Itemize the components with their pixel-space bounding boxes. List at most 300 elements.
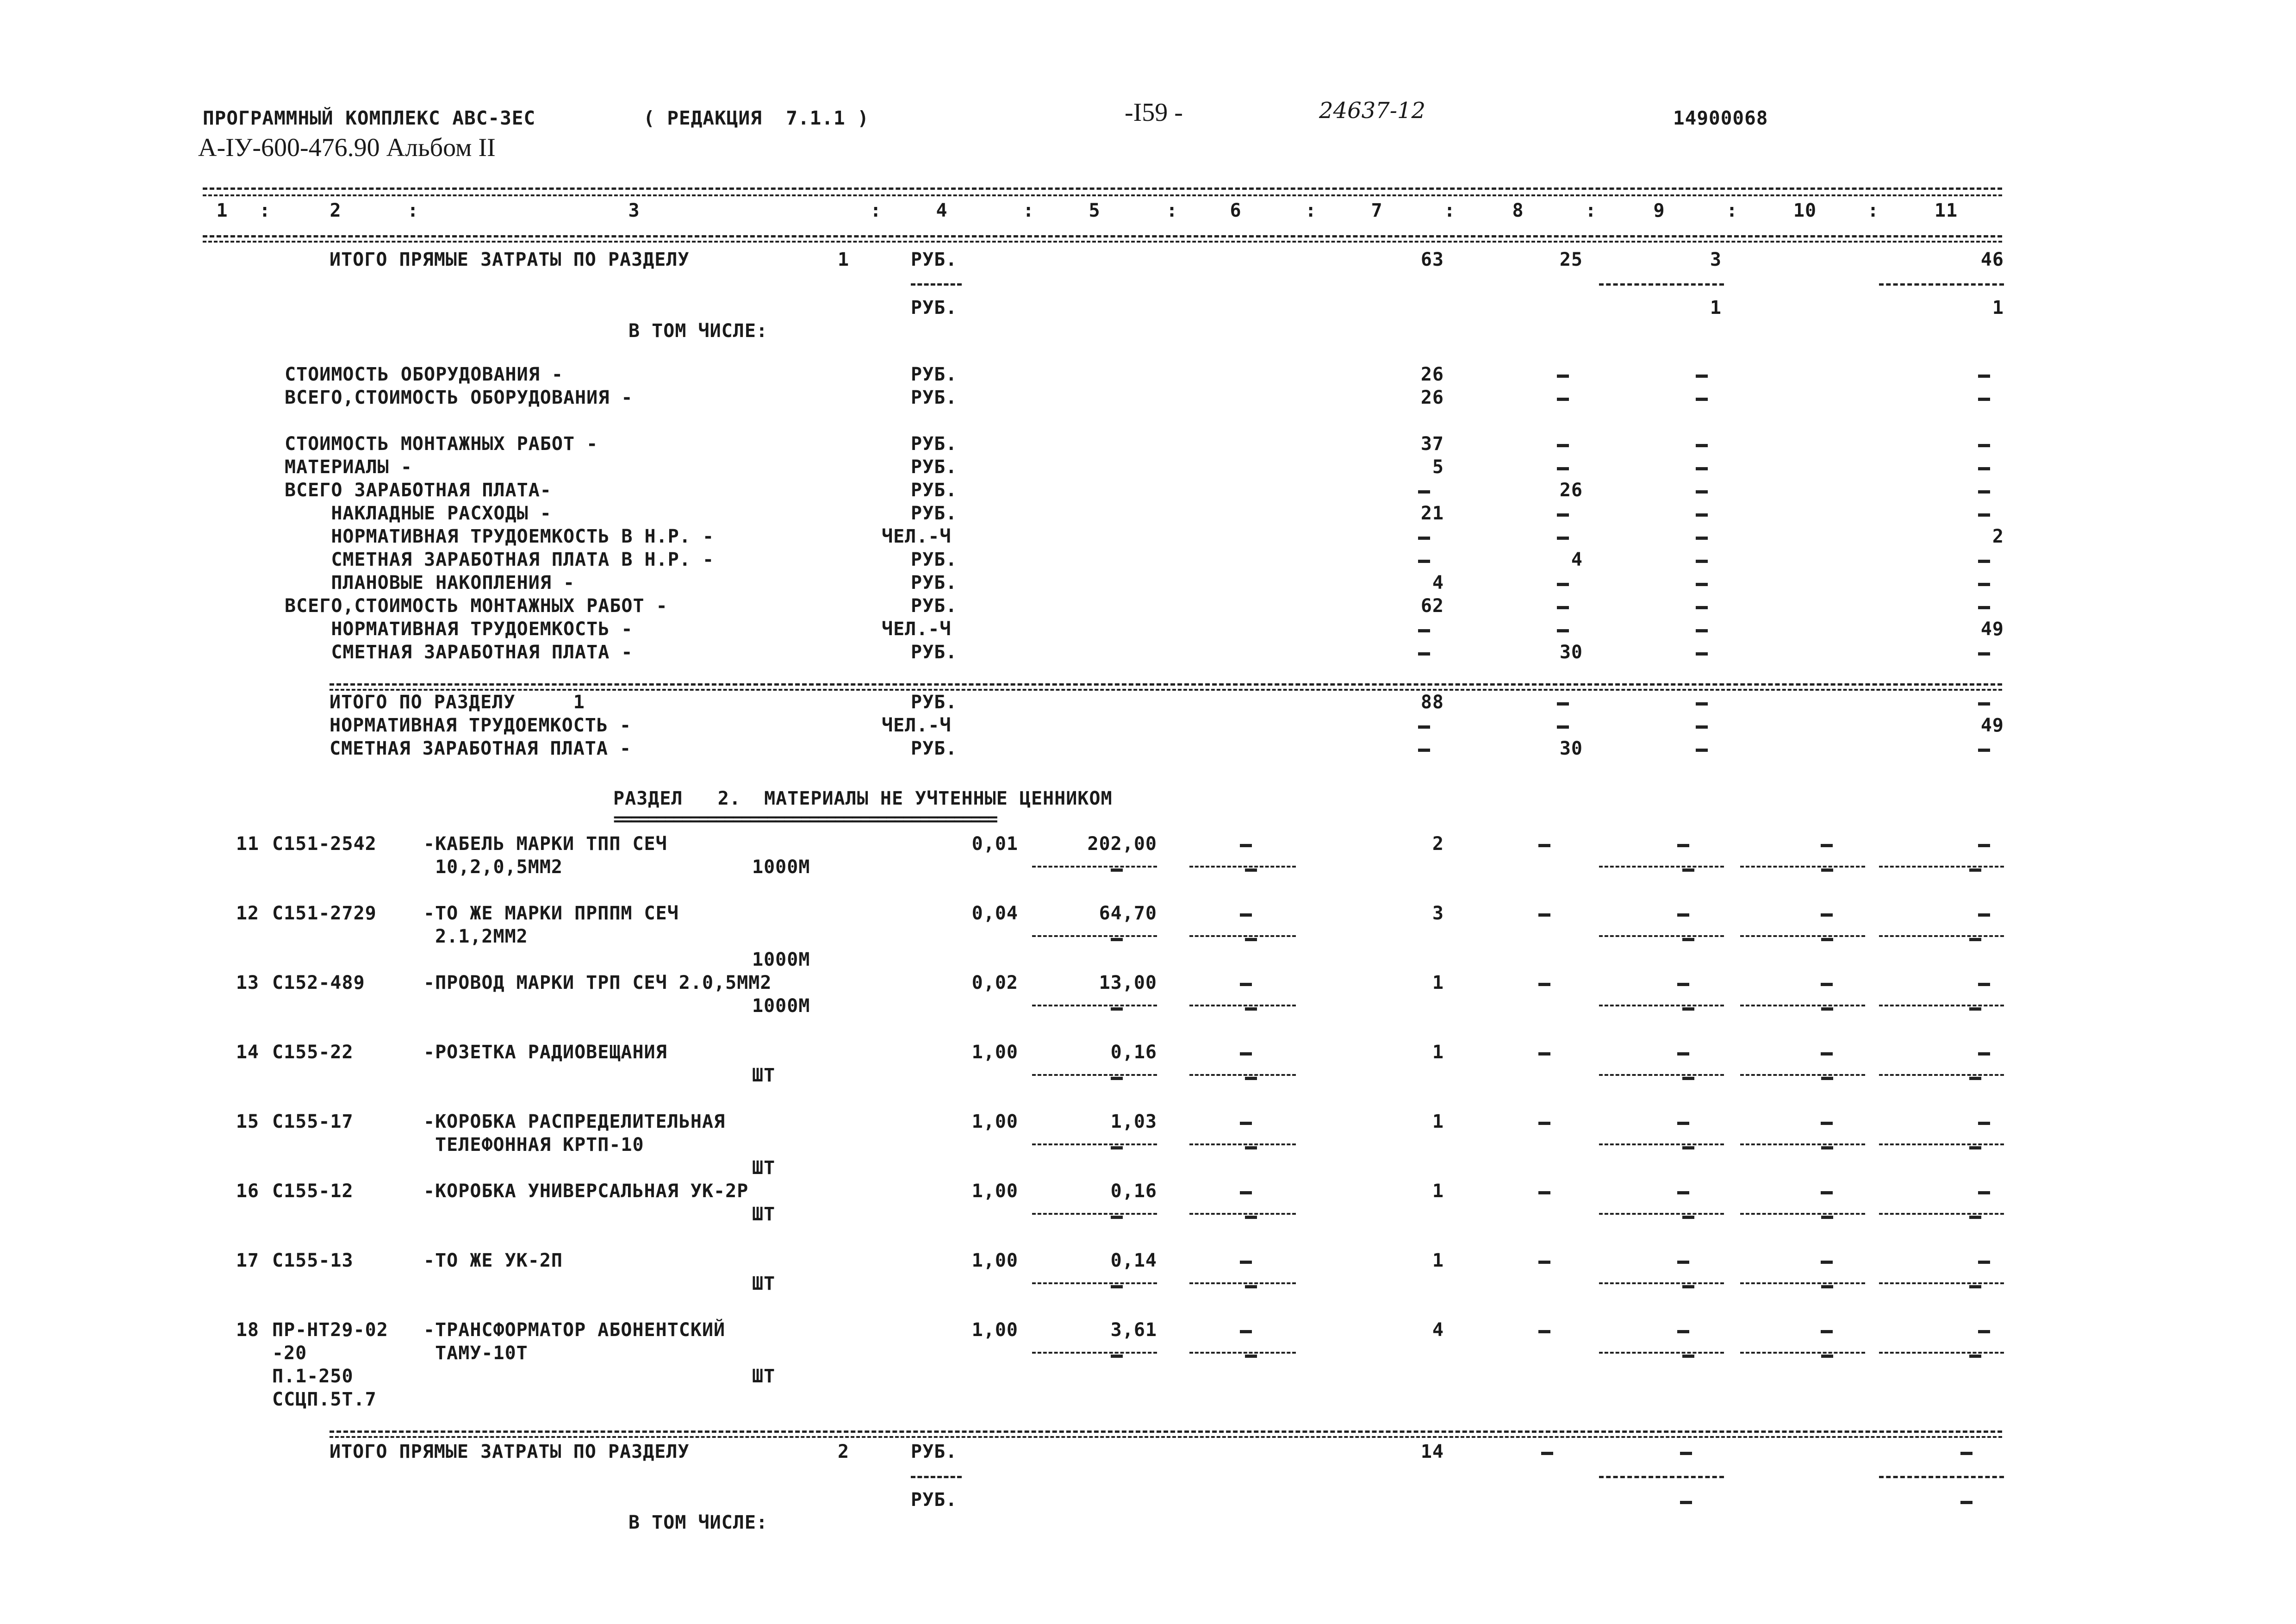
- underline: [1599, 866, 1724, 868]
- item-name: -КОРОБКА РАСПРЕДЕЛИТЕЛЬНАЯ: [423, 1111, 726, 1132]
- item-name: 2.1,2ММ2: [423, 926, 528, 947]
- final-col11: [1978, 702, 1990, 706]
- lower-dash: [1111, 1146, 1123, 1149]
- lower-dash: [1111, 1355, 1123, 1358]
- column-header-3: 3: [628, 200, 640, 221]
- item-name: -ТО ЖЕ УК-2П: [423, 1250, 563, 1271]
- item-col9: [1677, 1330, 1689, 1333]
- breakdown-col8: [1557, 513, 1569, 517]
- breakdown-col8: 30: [1559, 642, 1583, 663]
- underline: [1879, 866, 2004, 868]
- program-title: ПРОГРАММНЫЙ КОМПЛЕКС АВС-ЗЕС: [203, 107, 536, 129]
- lower-dash: [1682, 1285, 1694, 1288]
- underline: [1032, 1074, 1157, 1076]
- section2-title-underline: =============================================: [613, 809, 996, 829]
- item-number: 11: [236, 833, 259, 855]
- item-col6: [1240, 844, 1252, 847]
- document-code: 14900068: [1673, 107, 1768, 129]
- lower-dash: [1111, 1007, 1123, 1011]
- breakdown-unit: ЧЕЛ.-Ч: [882, 526, 952, 547]
- item-unit: ШТ: [752, 1366, 776, 1387]
- item-price: 0,16: [1110, 1181, 1157, 1202]
- underline: [1599, 283, 1724, 286]
- section1-total-col7: 63: [1420, 249, 1444, 270]
- lower-dash: [1969, 1007, 1981, 1011]
- item-quantity: 1,00: [971, 1042, 1018, 1063]
- lower-dash: [1969, 868, 1981, 872]
- breakdown-col9: [1696, 606, 1708, 609]
- item-col6: [1240, 1052, 1252, 1056]
- breakdown-unit: РУБ.: [911, 595, 958, 617]
- breakdown-col11: [1978, 583, 1990, 586]
- breakdown-col9: [1696, 444, 1708, 447]
- lower-dash: [1682, 1355, 1694, 1358]
- lower-dash: [1111, 1077, 1123, 1080]
- breakdown-col8: 26: [1559, 480, 1583, 501]
- column-header-7: 7: [1371, 200, 1383, 221]
- column-separator: :: [1023, 200, 1035, 221]
- lower-dash: [1821, 868, 1833, 872]
- breakdown-unit: РУБ.: [911, 572, 958, 593]
- lower-dash: [1969, 1355, 1981, 1358]
- underline: [1740, 1213, 1865, 1215]
- underline: [1189, 935, 1296, 937]
- underline: [1599, 1476, 1724, 1478]
- section1-total-number: 1: [838, 249, 850, 270]
- final-col8: [1557, 702, 1569, 706]
- underline: [1740, 1143, 1865, 1145]
- section2-total-col9: [1680, 1452, 1692, 1455]
- underline: [1879, 1282, 2004, 1284]
- item-quantity: 0,01: [971, 833, 1018, 855]
- breakdown-col8: [1557, 583, 1569, 586]
- breakdown-col11: [1978, 513, 1990, 517]
- breakdown-unit: РУБ.: [911, 364, 958, 385]
- final-col7: [1418, 725, 1430, 729]
- item-unit: 1000М: [752, 995, 810, 1017]
- item-number: 13: [236, 972, 259, 993]
- section2-total-col11: [1960, 1452, 1972, 1455]
- breakdown-col11: [1978, 375, 1990, 378]
- column-separator: :: [1305, 200, 1317, 221]
- breakdown-col8: [1557, 375, 1569, 378]
- item-col11: [1978, 913, 1990, 917]
- section1-total-col11b: 1: [1992, 297, 2004, 319]
- column-separator: :: [1444, 200, 1456, 221]
- item-number: 14: [236, 1042, 259, 1063]
- column-header-10: 10: [1793, 200, 1817, 221]
- item-code: С151-2729: [272, 903, 377, 924]
- underline: [1740, 1282, 1865, 1284]
- breakdown-label: НОРМАТИВНАЯ ТРУДОЕМКОСТЬ В Н.Р. -: [285, 526, 715, 547]
- item-code-extra: -20: [272, 1343, 307, 1364]
- section2-title: РАЗДЕЛ 2. МАТЕРИАЛЫ НЕ УЧТЕННЫЕ ЦЕННИКОМ: [613, 788, 1113, 809]
- item-col9: [1677, 1122, 1689, 1125]
- lower-dash: [1111, 938, 1123, 941]
- item-col11: [1978, 1052, 1990, 1056]
- section1-final-rule-2: [330, 689, 2002, 691]
- final-col11: [1978, 749, 1990, 752]
- column-separator: :: [1166, 200, 1178, 221]
- lower-dash: [1821, 1285, 1833, 1288]
- item-col7: 1: [1432, 1111, 1444, 1132]
- item-code: С155-22: [272, 1042, 354, 1063]
- item-number: 15: [236, 1111, 259, 1132]
- lower-dash: [1682, 868, 1694, 872]
- item-col7: 1: [1432, 1042, 1444, 1063]
- item-col6: [1240, 913, 1252, 917]
- breakdown-col11: [1978, 560, 1990, 563]
- item-col10: [1821, 1122, 1833, 1125]
- breakdown-col9: [1696, 560, 1708, 563]
- item-col10: [1821, 1261, 1833, 1264]
- breakdown-unit: РУБ.: [911, 503, 958, 524]
- handwritten-number: 24637-12: [1319, 98, 1425, 124]
- item-code: С155-12: [272, 1181, 354, 1202]
- item-unit: ШТ: [752, 1273, 776, 1294]
- breakdown-col11: [1978, 467, 1990, 470]
- item-name: -ПРОВОД МАРКИ ТРП СЕЧ 2.0,5ММ2: [423, 972, 772, 993]
- breakdown-label: СМЕТНАЯ ЗАРАБОТНАЯ ПЛАТА В Н.Р. -: [285, 549, 715, 570]
- final-unit: РУБ.: [911, 738, 958, 759]
- item-col8: [1538, 1261, 1550, 1264]
- breakdown-col7: [1418, 560, 1430, 563]
- lower-dash: [1682, 1007, 1694, 1011]
- item-col8: [1538, 1122, 1550, 1125]
- underline: [1032, 1352, 1157, 1354]
- item-number: 16: [236, 1181, 259, 1202]
- underline: [1189, 1005, 1296, 1006]
- section2-total-col8: [1541, 1452, 1553, 1455]
- final-col9: [1696, 702, 1708, 706]
- item-col6: [1240, 1191, 1252, 1194]
- breakdown-col9: [1696, 652, 1708, 656]
- underline: [1189, 866, 1296, 868]
- item-quantity: 0,02: [971, 972, 1018, 993]
- item-quantity: 1,00: [971, 1319, 1018, 1341]
- item-code: С155-17: [272, 1111, 354, 1132]
- item-col10: [1821, 1052, 1833, 1056]
- breakdown-label: ВСЕГО,СТОИМОСТЬ ОБОРУДОВАНИЯ -: [285, 387, 633, 408]
- item-col10: [1821, 1330, 1833, 1333]
- breakdown-unit: РУБ.: [911, 642, 958, 663]
- column-header-1: 1: [216, 200, 228, 221]
- underline: [1740, 1352, 1865, 1354]
- lower-dash: [1682, 1077, 1694, 1080]
- breakdown-col9: [1696, 467, 1708, 470]
- item-name: -КАБЕЛЬ МАРКИ ТПП СЕЧ: [423, 833, 667, 855]
- section2-total-unit2: РУБ.: [911, 1489, 958, 1511]
- breakdown-col9: [1696, 629, 1708, 632]
- item-col10: [1821, 844, 1833, 847]
- album-title: А-IУ-600-476.90 Альбом II: [198, 133, 496, 162]
- section2-total-rule: [330, 1430, 2002, 1433]
- item-quantity: 1,00: [971, 1111, 1018, 1132]
- item-col9: [1677, 844, 1689, 847]
- item-quantity: 1,00: [971, 1250, 1018, 1271]
- breakdown-col8: [1557, 467, 1569, 470]
- final-col7: [1418, 749, 1430, 752]
- breakdown-label: ВСЕГО,СТОИМОСТЬ МОНТАЖНЫХ РАБОТ -: [285, 595, 668, 617]
- section1-total-unit2: РУБ.: [911, 297, 958, 319]
- item-col6: [1240, 1261, 1252, 1264]
- breakdown-unit: РУБ.: [911, 456, 958, 478]
- breakdown-col11: [1978, 398, 1990, 401]
- item-quantity: 0,04: [971, 903, 1018, 924]
- underline: [1879, 1213, 2004, 1215]
- section2-total-number: 2: [838, 1441, 850, 1462]
- breakdown-label: ПЛАНОВЫЕ НАКОПЛЕНИЯ -: [285, 572, 575, 593]
- underline: [911, 1476, 962, 1478]
- section1-total-col9b: 1: [1710, 297, 1722, 319]
- underline: [1189, 1282, 1296, 1284]
- lower-dash: [1821, 1355, 1833, 1358]
- underline: [1189, 1074, 1296, 1076]
- item-col9: [1677, 913, 1689, 917]
- item-unit: ШТ: [752, 1204, 776, 1225]
- final-col11: 49: [1980, 715, 2004, 736]
- item-number: 17: [236, 1250, 259, 1271]
- breakdown-unit: РУБ.: [911, 480, 958, 501]
- section2-total-label: ИТОГО ПРЯМЫЕ ЗАТРАТЫ ПО РАЗДЕЛУ: [330, 1441, 690, 1462]
- breakdown-label: СТОИМОСТЬ ОБОРУДОВАНИЯ -: [285, 364, 563, 385]
- section2-total-unit: РУБ.: [911, 1441, 958, 1462]
- breakdown-col7: 4: [1432, 572, 1444, 593]
- item-code-extra: ССЦП.5Т.7: [272, 1389, 377, 1410]
- underline: [1599, 1005, 1724, 1006]
- item-col11: [1978, 1330, 1990, 1333]
- final-label: НОРМАТИВНАЯ ТРУДОЕМКОСТЬ -: [330, 715, 632, 736]
- breakdown-unit: ЧЕЛ.-Ч: [882, 618, 952, 640]
- underline: [1740, 866, 1865, 868]
- lower-dash: [1245, 1077, 1257, 1080]
- section1-total-unit: РУБ.: [911, 249, 958, 270]
- page-number: -I59 -: [1125, 98, 1183, 127]
- breakdown-col7: 37: [1420, 433, 1444, 455]
- item-code-extra: П.1-250: [272, 1366, 354, 1387]
- lower-dash: [1969, 938, 1981, 941]
- underline: [1032, 1005, 1157, 1006]
- breakdown-unit: РУБ.: [911, 549, 958, 570]
- section1-including-label: В ТОМ ЧИСЛЕ:: [628, 320, 768, 342]
- column-header-9: 9: [1653, 200, 1665, 221]
- item-code: ПР-НТ29-02: [272, 1319, 388, 1341]
- lower-dash: [1245, 1146, 1257, 1149]
- final-unit: РУБ.: [911, 692, 958, 713]
- item-col6: [1240, 983, 1252, 986]
- final-col8: 30: [1559, 738, 1583, 759]
- breakdown-col11: [1978, 490, 1990, 493]
- lower-dash: [1245, 1007, 1257, 1011]
- item-col9: [1677, 1052, 1689, 1056]
- underline: [1599, 935, 1724, 937]
- column-separator: :: [407, 200, 419, 221]
- lower-dash: [1245, 938, 1257, 941]
- item-col9: [1677, 1191, 1689, 1194]
- item-name: ТЕЛЕФОННАЯ КРТП-10: [423, 1134, 644, 1156]
- lower-dash: [1969, 1216, 1981, 1219]
- underline: [1879, 1143, 2004, 1145]
- lower-dash: [1969, 1285, 1981, 1288]
- breakdown-col7: [1418, 537, 1430, 540]
- section2-total-col11b: [1960, 1501, 1972, 1504]
- breakdown-label: МАТЕРИАЛЫ -: [285, 456, 412, 478]
- section2-total-rule-2: [330, 1436, 2002, 1438]
- item-col6: [1240, 1330, 1252, 1333]
- breakdown-col11: 49: [1980, 618, 2004, 640]
- underline: [1599, 1352, 1724, 1354]
- item-col7: 1: [1432, 972, 1444, 993]
- lower-dash: [1821, 1077, 1833, 1080]
- underline: [1032, 1213, 1157, 1215]
- breakdown-col7: 26: [1420, 387, 1444, 408]
- item-col7: 4: [1432, 1319, 1444, 1341]
- breakdown-col11: [1978, 652, 1990, 656]
- breakdown-col8: [1557, 398, 1569, 401]
- item-col8: [1538, 913, 1550, 917]
- lower-dash: [1245, 1285, 1257, 1288]
- underline: [1189, 1352, 1296, 1354]
- item-col11: [1978, 983, 1990, 986]
- section2-total-col7: 14: [1420, 1441, 1444, 1462]
- item-col9: [1677, 1261, 1689, 1264]
- breakdown-col9: [1696, 513, 1708, 517]
- breakdown-label: НАКЛАДНЫЕ РАСХОДЫ -: [285, 503, 552, 524]
- item-name: -РОЗЕТКА РАДИОВЕЩАНИЯ: [423, 1042, 667, 1063]
- breakdown-label: НОРМАТИВНАЯ ТРУДОЕМКОСТЬ -: [285, 618, 633, 640]
- final-col9: [1696, 725, 1708, 729]
- item-unit: 1000М: [752, 856, 810, 878]
- breakdown-col9: [1696, 537, 1708, 540]
- item-price: 202,00: [1087, 833, 1157, 855]
- breakdown-col7: 26: [1420, 364, 1444, 385]
- lower-dash: [1969, 1077, 1981, 1080]
- column-header-rule: [203, 235, 2002, 237]
- section1-total-label: ИТОГО ПРЯМЫЕ ЗАТРАТЫ ПО РАЗДЕЛУ: [330, 249, 690, 270]
- item-unit: ШТ: [752, 1157, 776, 1179]
- breakdown-label: ВСЕГО ЗАРАБОТНАЯ ПЛАТА-: [285, 480, 552, 501]
- lower-dash: [1821, 1007, 1833, 1011]
- column-header-5: 5: [1089, 200, 1101, 221]
- item-code: С152-489: [272, 972, 365, 993]
- column-header-rule-2: [203, 241, 2002, 243]
- item-col8: [1538, 844, 1550, 847]
- item-col10: [1821, 913, 1833, 917]
- lower-dash: [1111, 1216, 1123, 1219]
- item-col8: [1538, 1052, 1550, 1056]
- underline: [1189, 1213, 1296, 1215]
- breakdown-col8: [1557, 537, 1569, 540]
- breakdown-col9: [1696, 398, 1708, 401]
- item-col7: 2: [1432, 833, 1444, 855]
- underline: [1879, 1352, 2004, 1354]
- underline: [1599, 1213, 1724, 1215]
- lower-dash: [1682, 938, 1694, 941]
- column-header-11: 11: [1934, 200, 1958, 221]
- item-price: 0,14: [1110, 1250, 1157, 1271]
- item-price: 13,00: [1099, 972, 1157, 993]
- item-col11: [1978, 1261, 1990, 1264]
- column-separator: :: [259, 200, 271, 221]
- item-quantity: 1,00: [971, 1181, 1018, 1202]
- section2-including-label: В ТОМ ЧИСЛЕ:: [628, 1512, 768, 1533]
- section1-final-rule: [330, 683, 2002, 686]
- section1-total-col8: 25: [1559, 249, 1583, 270]
- final-col7: 88: [1420, 692, 1444, 713]
- item-col6: [1240, 1122, 1252, 1125]
- lower-dash: [1245, 868, 1257, 872]
- item-col7: 1: [1432, 1181, 1444, 1202]
- underline: [1032, 935, 1157, 937]
- item-price: 0,16: [1110, 1042, 1157, 1063]
- breakdown-col7: [1418, 629, 1430, 632]
- lower-dash: [1821, 938, 1833, 941]
- underline: [1879, 1005, 2004, 1006]
- breakdown-col11: [1978, 606, 1990, 609]
- final-col8: [1557, 725, 1569, 729]
- lower-dash: [1111, 868, 1123, 872]
- item-col11: [1978, 1191, 1990, 1194]
- column-separator: :: [1726, 200, 1738, 221]
- column-separator: :: [1867, 200, 1879, 221]
- final-label: ИТОГО ПО РАЗДЕЛУ 1: [330, 692, 585, 713]
- breakdown-label: СМЕТНАЯ ЗАРАБОТНАЯ ПЛАТА -: [285, 642, 633, 663]
- final-unit: ЧЕЛ.-Ч: [882, 715, 952, 736]
- item-unit: ШТ: [752, 1065, 776, 1086]
- underline: [1879, 283, 2004, 286]
- item-col11: [1978, 844, 1990, 847]
- underline: [1032, 866, 1157, 868]
- column-separator: :: [870, 200, 882, 221]
- underline: [1599, 1074, 1724, 1076]
- item-price: 1,03: [1110, 1111, 1157, 1132]
- underline: [1879, 1074, 2004, 1076]
- breakdown-col11: 2: [1992, 526, 2004, 547]
- item-col8: [1538, 1191, 1550, 1194]
- item-name: -ТРАНСФОРМАТОР АБОНЕНТСКИЙ: [423, 1319, 726, 1341]
- table-top-rule: [203, 187, 2002, 190]
- item-col8: [1538, 983, 1550, 986]
- lower-dash: [1245, 1216, 1257, 1219]
- underline: [1879, 1476, 2004, 1478]
- underline: [1599, 1143, 1724, 1145]
- breakdown-col7: [1418, 652, 1430, 656]
- item-price: 64,70: [1099, 903, 1157, 924]
- section1-total-col9: 3: [1710, 249, 1722, 270]
- item-code: С151-2542: [272, 833, 377, 855]
- breakdown-col8: [1557, 629, 1569, 632]
- breakdown-col8: [1557, 444, 1569, 447]
- breakdown-col8: 4: [1571, 549, 1583, 570]
- column-separator: :: [1585, 200, 1597, 221]
- breakdown-col9: [1696, 375, 1708, 378]
- item-price: 3,61: [1110, 1319, 1157, 1341]
- lower-dash: [1682, 1146, 1694, 1149]
- breakdown-unit: РУБ.: [911, 433, 958, 455]
- item-name: 10,2,0,5ММ2: [423, 856, 563, 878]
- underline: [1879, 935, 2004, 937]
- column-header-4: 4: [936, 200, 948, 221]
- item-unit: 1000М: [752, 949, 810, 970]
- item-name: ТАМУ-10Т: [423, 1343, 528, 1364]
- item-col9: [1677, 983, 1689, 986]
- underline: [1032, 1282, 1157, 1284]
- column-header-2: 2: [330, 200, 342, 221]
- column-header-6: 6: [1230, 200, 1242, 221]
- underline: [1189, 1143, 1296, 1145]
- item-col7: 3: [1432, 903, 1444, 924]
- breakdown-col9: [1696, 583, 1708, 586]
